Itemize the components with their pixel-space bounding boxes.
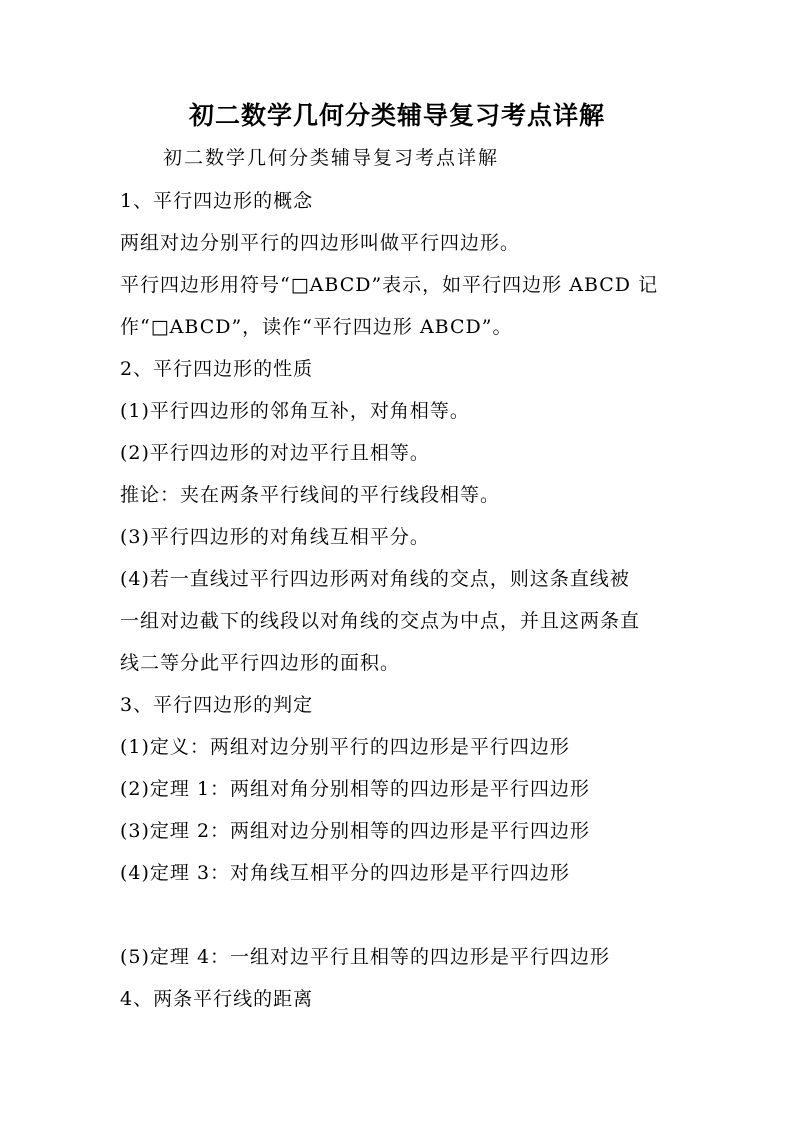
section-heading-2: 2、平行四边形的性质: [120, 358, 314, 380]
paragraph-line: (4)定理 3：对角线互相平分的四边形是平行四边形: [120, 862, 571, 884]
section-heading-1: 1、平行四边形的概念: [120, 190, 314, 212]
paragraph-line: 平行四边形用符号“□ABCD”表示，如平行四边形 ABCD 记: [120, 274, 659, 296]
paragraph-line: (2)定理 1：两组对角分别相等的四边形是平行四边形: [120, 778, 591, 800]
paragraph-line: (1)平行四边形的邻角互补，对角相等。: [120, 400, 470, 422]
paragraph-line: 线二等分此平行四边形的面积。: [120, 652, 401, 674]
paragraph-line: (1)定义：两组对边分别平行的四边形是平行四边形: [120, 736, 570, 758]
document-subtitle: 初二数学几何分类辅导复习考点详解: [163, 147, 500, 169]
section-heading-3: 3、平行四边形的判定: [120, 694, 314, 716]
paragraph-line: 两组对边分别平行的四边形叫做平行四边形。: [120, 232, 521, 254]
paragraph-line: 推论：夹在两条平行线间的平行线段相等。: [120, 484, 501, 506]
section-heading-4: 4、两条平行线的距离: [120, 988, 314, 1010]
document-title: 初二数学几何分类辅导复习考点详解: [188, 101, 605, 130]
paragraph-line: (4)若一直线过平行四边形两对角线的交点，则这条直线被: [120, 568, 630, 590]
paragraph-line: 一组对边截下的线段以对角线的交点为中点，并且这两条直: [120, 610, 641, 632]
paragraph-line: (3)定理 2：两组对边分别相等的四边形是平行四边形: [120, 820, 591, 842]
paragraph-line: (2)平行四边形的对边平行且相等。: [120, 442, 430, 464]
paragraph-line: (5)定理 4：一组对边平行且相等的四边形是平行四边形: [120, 946, 611, 968]
paragraph-line: (3)平行四边形的对角线互相平分。: [120, 526, 430, 548]
paragraph-line: 作“□ABCD”，读作“平行四边形 ABCD”。: [120, 316, 513, 338]
